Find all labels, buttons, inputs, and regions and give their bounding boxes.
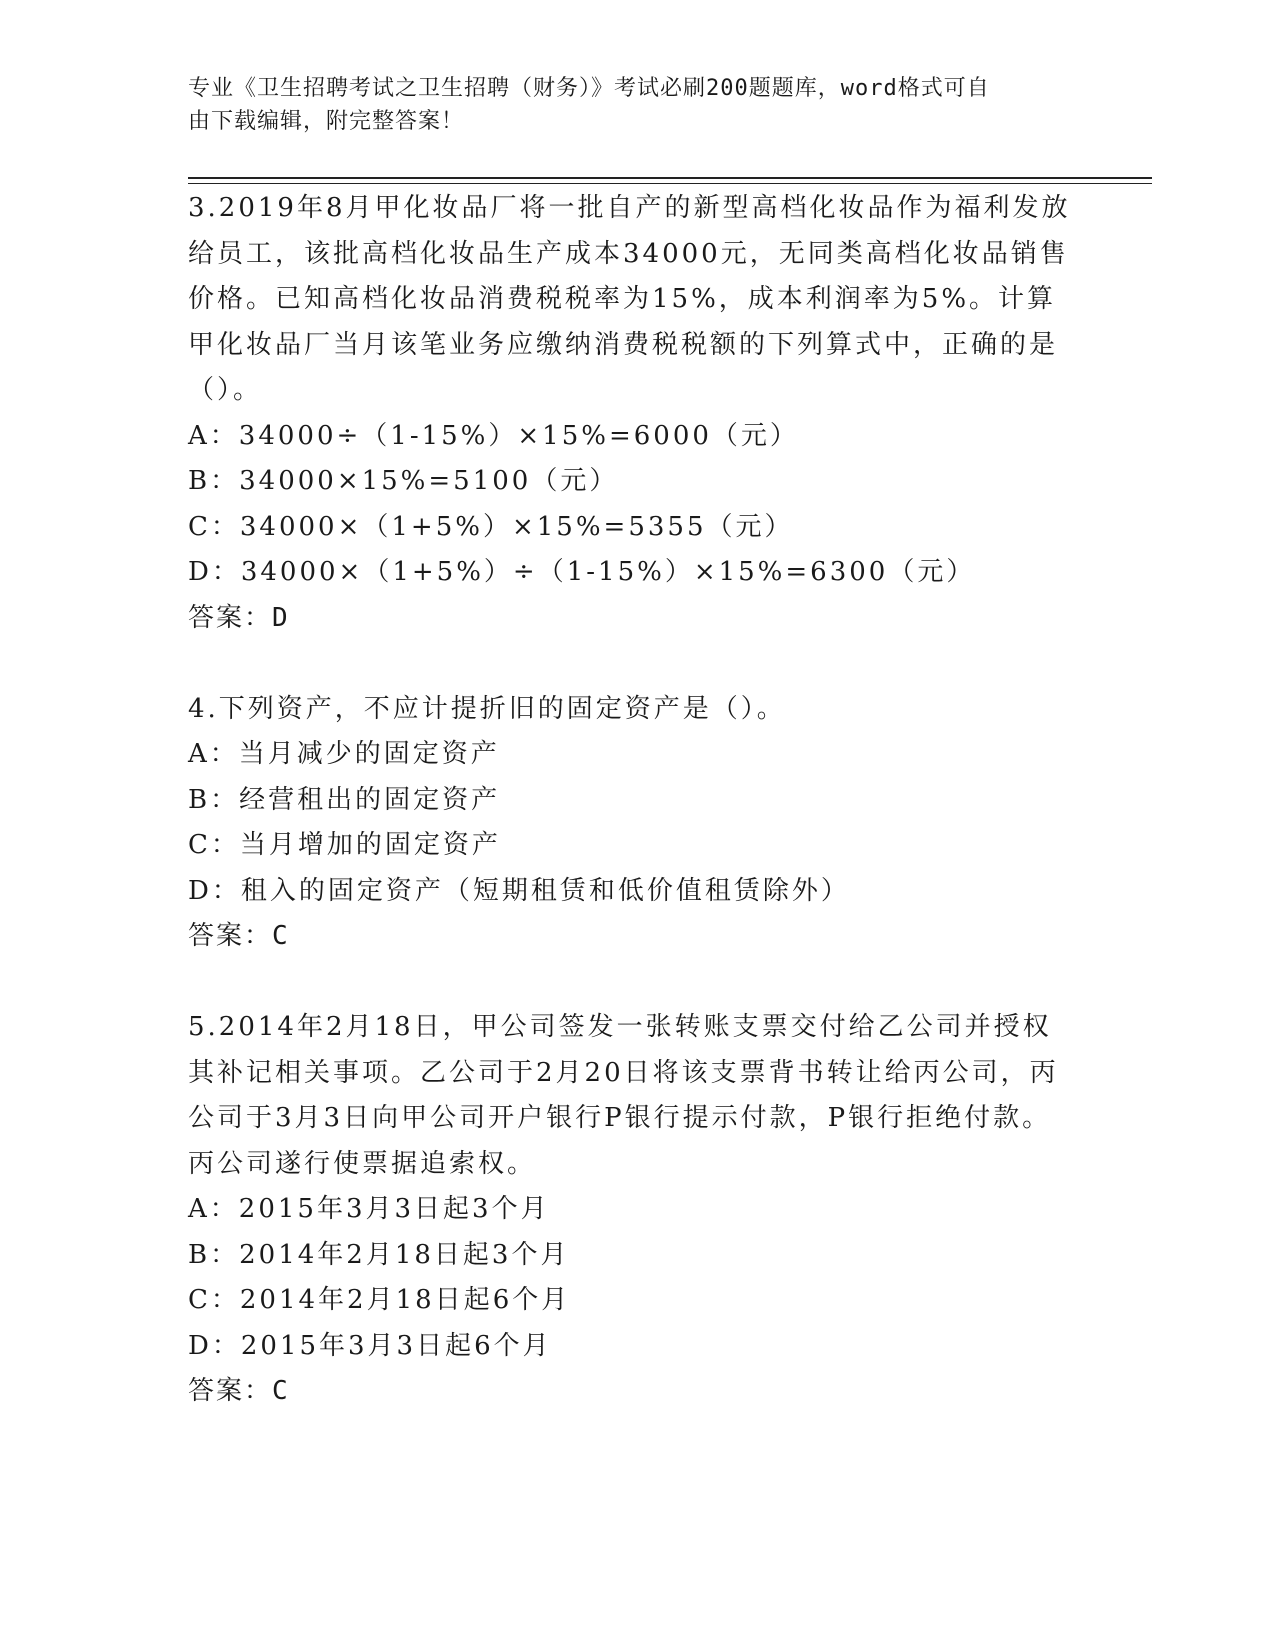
question-stem: 5.2014年2月18日，甲公司签发一张转账支票交付给乙公司并授权其补记相关事项。乙公司于2月20日将该支票背书转让给丙公司，丙公司于3月3日向甲公司开户银行P银行提示付款，P银行拒绝付款。丙公司遂行使票据追索权。 — [188, 1012, 1059, 1179]
option-d: D：租入的固定资产（短期租赁和低价值租赁除外） — [188, 875, 850, 906]
header-line-2: 由下载编辑，附完整答案！ — [188, 109, 465, 134]
question-5 — [188, 1005, 1088, 1415]
option-b: B：经营租出的固定资产 — [188, 784, 501, 815]
option-d: D：2015年3月3日起6个月 — [188, 1330, 552, 1361]
answer-line: 答案：C — [188, 1376, 290, 1406]
question-stem: 4.下列资产，不应计提折旧的固定资产是（）。 — [188, 693, 786, 724]
question-spacer — [188, 641, 1088, 687]
option-c: C：2014年2月18日起6个月 — [188, 1285, 571, 1315]
option-c: C：34000×（1+5%）×15%=5355（元） — [188, 511, 794, 542]
question-3 — [188, 186, 1088, 641]
question-spacer — [188, 960, 1088, 1006]
answer-line: 答案：C — [188, 921, 290, 951]
header-divider-thin — [188, 183, 1152, 184]
question-stem: 3.2019年8月甲化妆品厂将一批自产的新型高档化妆品作为福利发放给员工，该批高档化妆品生产成本34000元，无同类高档化妆品销售价格。已知高档化妆品消费税税率为15%，成本利润率为5%。计算甲化妆品厂当月该笔业务应缴纳消费税税额的下列算式中，正确的是（）。 — [188, 193, 1071, 405]
document-header — [188, 72, 1068, 138]
option-a: A：34000÷（1-15%）×15%=6000（元） — [188, 420, 799, 451]
option-a: A：2015年3月3日起3个月 — [188, 1194, 550, 1224]
header-line-1: 专业《卫生招聘考试之卫生招聘（财务）》考试必刷200题题库，word格式可自 — [188, 76, 990, 101]
option-b: B：34000×15%=5100（元） — [188, 466, 619, 496]
option-b: B：2014年2月18日起3个月 — [188, 1239, 570, 1270]
question-4 — [188, 687, 1088, 960]
answer-line: 答案：D — [188, 602, 290, 633]
question-list — [188, 186, 1088, 1415]
header-divider-thick — [188, 177, 1152, 179]
option-c: C：当月增加的固定资产 — [188, 830, 501, 860]
option-a: A：当月减少的固定资产 — [188, 739, 500, 769]
option-d: D：34000×（1+5%）÷（1-15%）×15%=6300（元） — [188, 557, 976, 587]
